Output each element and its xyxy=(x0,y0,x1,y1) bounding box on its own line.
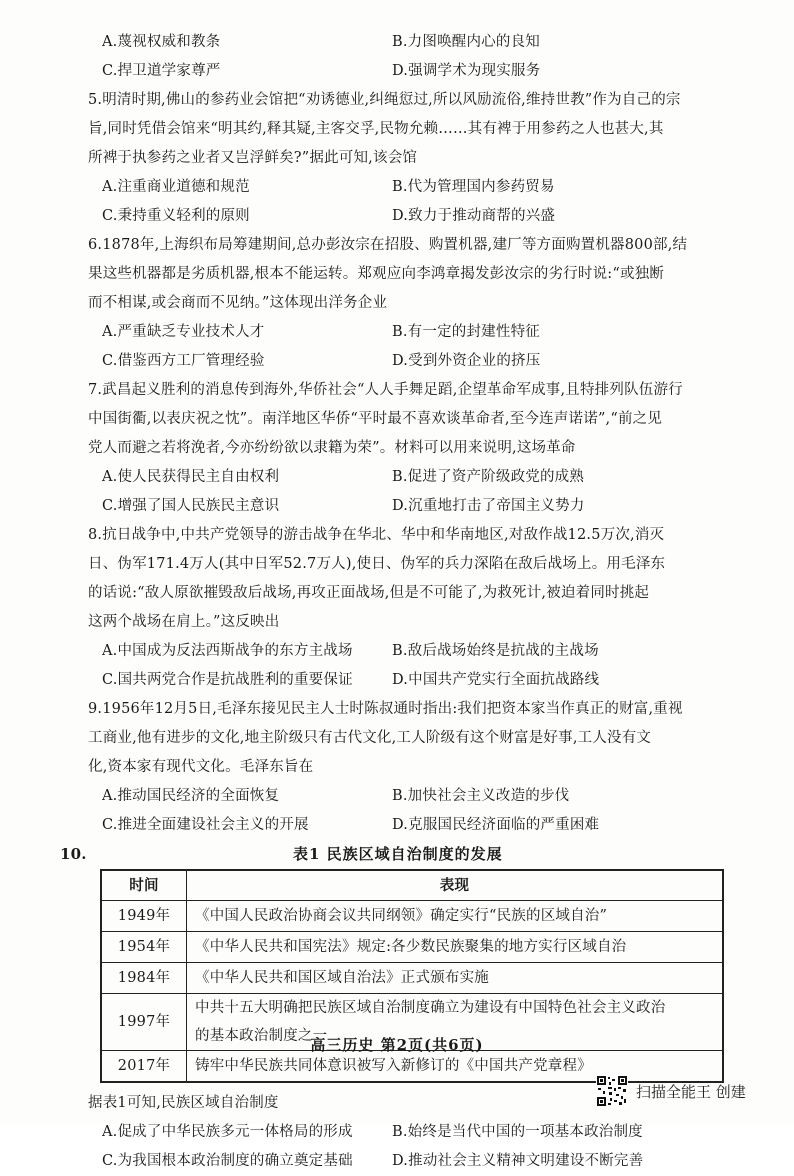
question-9 xyxy=(88,695,728,840)
question-8 xyxy=(88,521,728,695)
q5-stem-line: 旨,同时凭借会馆来“明其约,释其疑,主客交孚,民物允赖……其有裨于用参药之人也甚大,其 xyxy=(88,121,664,137)
question-7 xyxy=(88,376,728,521)
q10-option-d: D.推动社会主义精神文明建设不断完善 xyxy=(392,1153,644,1169)
q8-stem-line: 的话说:“敌人原欲摧毁敌后战场,再攻正面战场,但是不可能了,为救死计,被迫着同时挑起 xyxy=(88,585,650,601)
q4-option-d: D.强调学术为现实服务 xyxy=(392,63,541,79)
q6-option-a: A.严重缺乏专业技术人才 xyxy=(102,324,265,340)
q10-options xyxy=(88,1118,728,1176)
q6-stem-line: 6.1878年,上海织布局筹建期间,总办彭汝宗在招股、购置机器,建厂等方面购置机器800部,结 xyxy=(88,237,688,253)
q4-option-c: C.捍卫道学家尊严 xyxy=(102,63,221,79)
q4-option-b: B.力图唤醒内心的良知 xyxy=(392,34,540,50)
row-desc-line: 中共十五大明确把民族区域自治制度确立为建设有中国特色社会主义政治 xyxy=(195,1000,666,1016)
q7-options xyxy=(88,463,728,521)
table-row xyxy=(101,932,723,963)
q7-stem-line: 党人而避之若将浼者,今亦纷纷欲以隶籍为荣”。材料可以用来说明,这场革命 xyxy=(88,440,576,456)
q7-stem-line: 7.武昌起义胜利的消息传到海外,华侨社会“人人手舞足蹈,企望革命军成事,且特排列队伍游行 xyxy=(88,382,683,398)
table-header-row xyxy=(101,870,723,901)
q5-options xyxy=(88,173,728,231)
q6-stem-line: 果这些机器都是劣质机器,根本不能运转。郑观应向李鸿章揭发彭汝宗的劣行时说:“或独断 xyxy=(88,266,665,282)
row-year: 1949年 xyxy=(101,901,187,932)
q10-option-a: A.促成了中华民族多元一体格局的形成 xyxy=(102,1124,353,1140)
table-caption: 表1 民族区域自治制度的发展 xyxy=(293,845,503,863)
row-year: 1954年 xyxy=(101,932,187,963)
q8-option-b: B.敌后战场始终是抗战的主战场 xyxy=(392,643,599,659)
page-content xyxy=(60,28,728,1176)
q6-options xyxy=(88,318,728,376)
qr-code-icon xyxy=(596,1075,628,1107)
q5-option-a: A.注重商业道德和规范 xyxy=(102,179,250,195)
q9-stem-line: 工商业,他有进步的文化,地主阶级只有古代文化,工人阶级有这个财富是好事,工人没有文 xyxy=(88,730,652,746)
q5-stem-line: 所裨于执参药之业者又岂浮鲜矣?”据此可知,该会馆 xyxy=(88,150,418,166)
q8-stem-line: 这两个战场在肩上。”这反映出 xyxy=(88,614,280,630)
scanner-watermark xyxy=(596,1074,786,1108)
q9-options xyxy=(88,782,728,840)
q9-stem-line: 9.1956年12月5日,毛泽东接见民主人士时陈叔通时指出:我们把资本家当作真正的财富,重视 xyxy=(88,701,683,717)
q7-option-c: C.增强了国人民族民主意识 xyxy=(102,498,280,514)
q8-option-a: A.中国成为反法西斯战争的东方主战场 xyxy=(102,643,353,659)
q6-option-d: D.受到外资企业的挤压 xyxy=(392,353,541,369)
row-desc: 《中华人民共和国区域自治法》正式颁布实施 xyxy=(187,963,724,994)
row-year: 2017年 xyxy=(101,1051,187,1083)
q6-option-c: C.借鉴西方工厂管理经验 xyxy=(102,353,265,369)
q9-stem-line: 化,资本家有现代文化。毛泽东旨在 xyxy=(88,759,314,775)
question-10 xyxy=(60,840,728,1176)
watermark-text: 扫描全能王 创建 xyxy=(636,1082,746,1101)
q9-option-b: B.加快社会主义改造的步伐 xyxy=(392,788,570,804)
q7-option-b: B.促进了资产阶级政党的成熟 xyxy=(392,469,585,485)
q7-option-d: D.沉重地打击了帝国主义势力 xyxy=(392,498,585,514)
q8-stem-line: 日、伪军171.4万人(其中日军52.7万人),使日、伪军的兵力深陷在敌后战场上。用毛泽东 xyxy=(88,556,666,572)
row-desc: 铸牢中华民族共同体意识被写入新修订的《中国共产党章程》 xyxy=(187,1051,724,1083)
q8-option-c: C.国共两党合作是抗战胜利的重要保证 xyxy=(102,672,353,688)
q8-options xyxy=(88,637,728,695)
header-time: 时间 xyxy=(101,870,187,901)
q10-number: 10. xyxy=(60,845,87,863)
q5-option-c: C.秉持重义轻利的原则 xyxy=(102,208,250,224)
q9-option-a: A.推动国民经济的全面恢复 xyxy=(102,788,280,804)
question-5 xyxy=(88,86,728,231)
q6-option-b: B.有一定的封建性特征 xyxy=(392,324,540,340)
q4-options xyxy=(88,28,728,86)
table-title-row xyxy=(60,840,728,869)
q6-stem-line: 而不相谋,或会商而不见纳。”这体现出洋务企业 xyxy=(88,295,388,311)
page-footer: 高三历史 第2页(共6页) xyxy=(310,1036,484,1054)
q10-option-c: C.为我国根本政治制度的确立奠定基础 xyxy=(102,1153,353,1169)
q9-option-d: D.克服国民经济面临的严重困难 xyxy=(392,817,600,833)
q8-option-d: D.中国共产党实行全面抗战路线 xyxy=(392,672,600,688)
q4-option-a: A.蔑视权威和教条 xyxy=(102,34,221,50)
q7-option-a: A.使人民获得民主自由权利 xyxy=(102,469,280,485)
table-row xyxy=(101,963,723,994)
q10-option-b: B.始终是当代中国的一项基本政治制度 xyxy=(392,1124,643,1140)
q10-stem: 据表1可知,民族区域自治制度 xyxy=(88,1095,279,1111)
q7-stem-line: 中国街衢,以表庆祝之忱”。南洋地区华侨“平时最不喜欢谈革命者,至今连声诺诺”,“前之见 xyxy=(88,411,663,427)
row-desc-line: 的基本政治制度之一 xyxy=(195,1028,328,1044)
q5-option-b: B.代为管理国内参药贸易 xyxy=(392,179,555,195)
row-desc: 《中国人民政治协商会议共同纲领》确定实行“民族的区域自治” xyxy=(187,901,724,932)
q9-option-c: C.推进全面建设社会主义的开展 xyxy=(102,817,309,833)
question-6 xyxy=(88,231,728,376)
q5-stem-line: 5.明清时期,佛山的参药业会馆把“劝诱德业,纠绳愆过,所以风励流俗,维持世教”作为自己的宗 xyxy=(88,92,681,108)
row-year: 1997年 xyxy=(101,994,187,1051)
q8-stem-line: 8.抗日战争中,中共产党领导的游击战争在华北、华中和华南地区,对敌作战12.5万次,消灭 xyxy=(88,527,665,543)
row-year: 1984年 xyxy=(101,963,187,994)
row-desc: 《中华人民共和国宪法》规定:各少数民族聚集的地方实行区域自治 xyxy=(187,932,724,963)
q5-option-d: D.致力于推动商帮的兴盛 xyxy=(392,208,556,224)
table-row xyxy=(101,901,723,932)
header-performance: 表现 xyxy=(187,870,724,901)
